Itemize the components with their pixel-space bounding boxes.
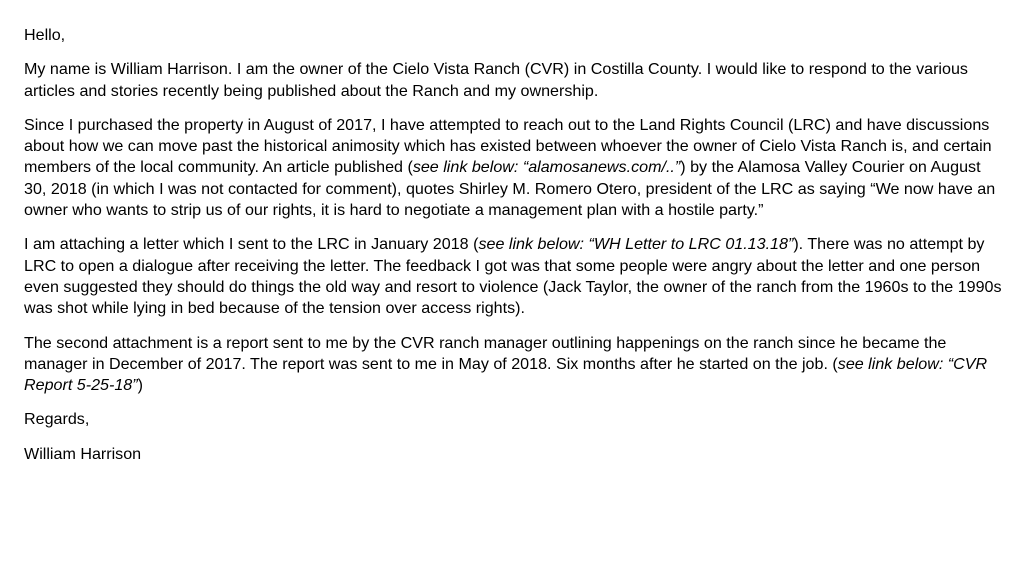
cvr-report-link-reference: see link below: “CVR Report 5-25-18” bbox=[24, 354, 988, 395]
report-paragraph bbox=[24, 333, 1004, 397]
report-text-start: The second attachment is a report sent to me by the CVR ranch manager outlining happenings on the ranch since he became the manager in December of 2017. The report was sent to me in May of 2018. Six months after he started on the job. ( bbox=[24, 333, 947, 373]
purchase-text-end: ) by the Alamosa Valley Courier on August 30, 2018 (in which I was not contacted for comment), quotes Shirley M. Romero Otero, president of the LRC as saying “We now have an owner who wants to strip us of our rights, it is hard to negotiate a management plan with a hostile party.” bbox=[24, 158, 996, 220]
letter-body bbox=[24, 25, 1004, 478]
purchase-paragraph bbox=[24, 115, 1004, 221]
attachment-letter-text-start: I am attaching a letter which I sent to the LRC in January 2018 ( bbox=[24, 235, 479, 254]
wh-letter-link-reference: see link below: “WH Letter to LRC 01.13.18” bbox=[478, 235, 794, 254]
signature: William Harrison bbox=[24, 444, 142, 463]
intro-paragraph: My name is William Harrison. I am the owner of the Cielo Vista Ranch (CVR) in Costilla County. I would like to respond to the various articles and stories recently being published about the Ranch and my ownership. bbox=[24, 60, 968, 100]
closing: Regards, bbox=[24, 410, 90, 429]
alamosa-news-link-reference: see link below: “alamosanews.com/..” bbox=[412, 158, 681, 177]
attachment-letter-text-end: ). There was no attempt by LRC to open a dialogue after receiving the letter. The feedback I got was that some people were angry about the letter and one person even suggested they should do things the old way and resort to violence (Jack Taylor, the owner of the ranch from the 1960s to the 1990s was shot while lying in bed because of the tension over access rights). bbox=[24, 235, 1002, 318]
greeting: Hello, bbox=[24, 26, 66, 44]
attachment-letter-paragraph bbox=[24, 234, 1004, 319]
report-text-end: ) bbox=[137, 376, 143, 395]
purchase-text-start: Since I purchased the property in August of 2017, I have attempted to reach out to the Land Rights Council (LRC) and have discussions about how we can move past the historical animosity which has existed between whoever the owner of Cielo Vista Ranch is, and certain members of the local community. An article published ( bbox=[24, 115, 992, 177]
